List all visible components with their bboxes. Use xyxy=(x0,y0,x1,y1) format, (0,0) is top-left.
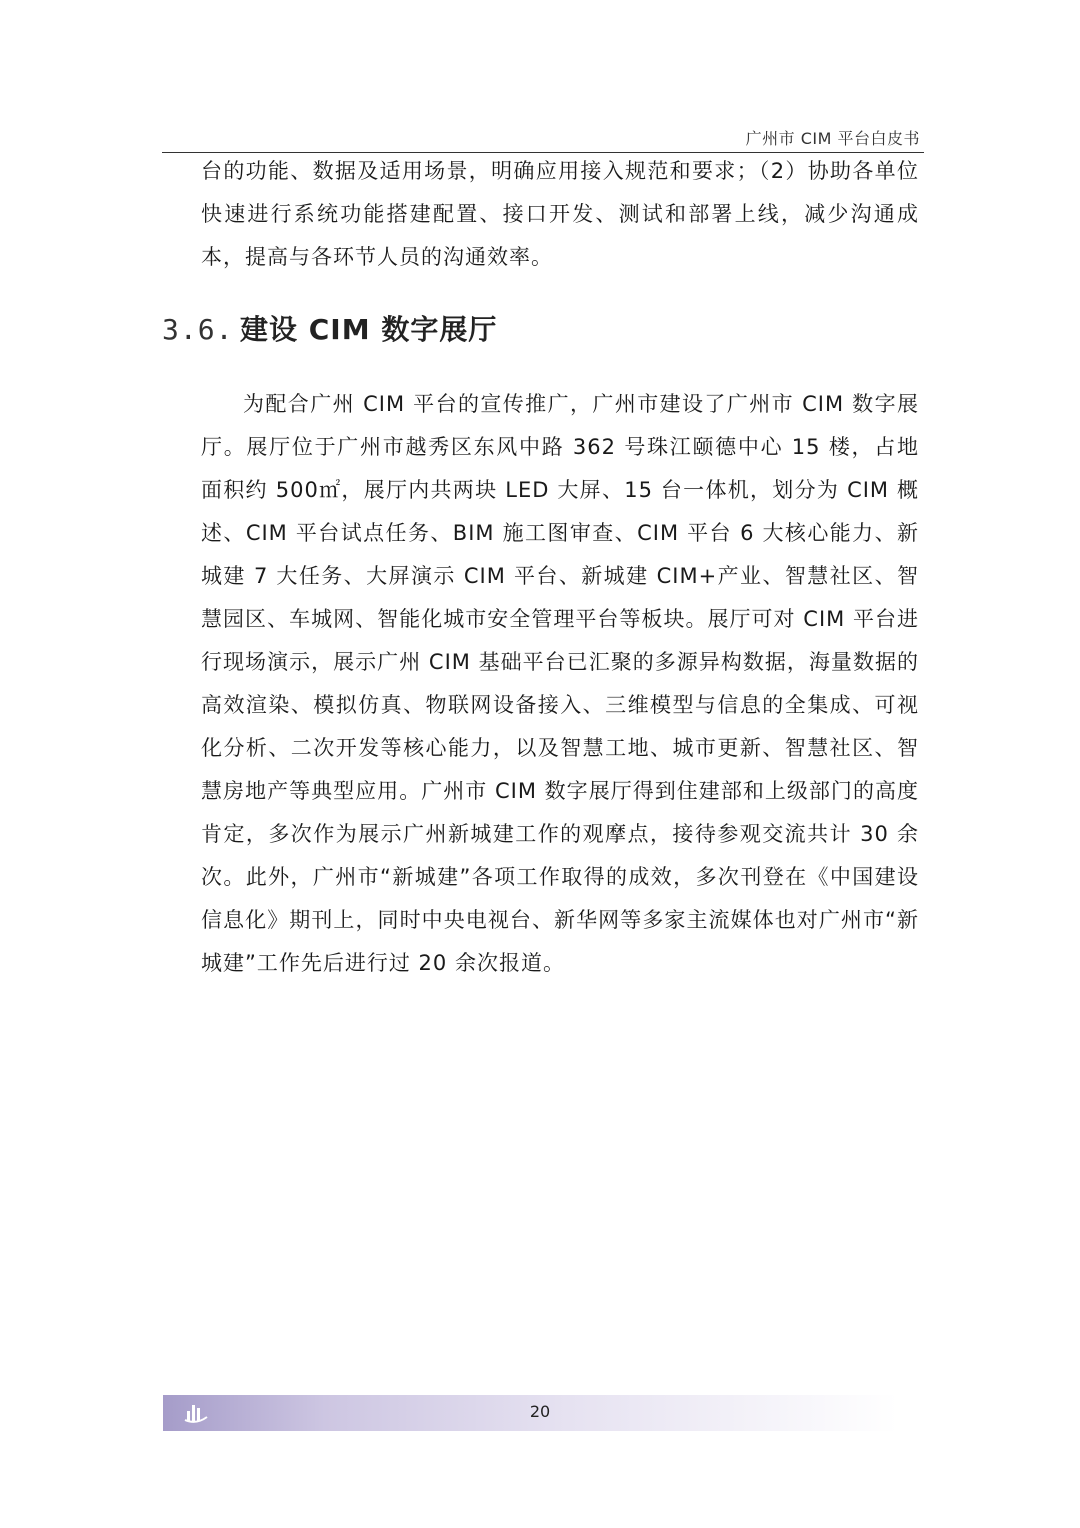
section-paragraph: 为配合广州 CIM 平台的宣传推广，广州市建设了广州市 CIM 数字展厅。展厅位于广州市越秀区东风中路 362 号珠江颐德中心 15 楼，占地面积约 500㎡，展厅内共两块 LED 大屏、15 台一体机，划分为 CIM 概述、CIM 平台试点任务、BIM 施工图审查、CIM 平台 6 大核心能力、新城建 7 大任务、大屏演示 CIM 平台、新城建 CIM+产业、智慧社区、智慧园区、车城网、智能化城市安全管理平台等板块。展厅可对 CIM 平台进行现场演示，展示广州 CIM 基础平台已汇聚的多源异构数据，海量数据的高效渲染、模拟仿真、物联网设备接入、三维模型与信息的全集成、可视化分析、二次开发等核心能力，以及智慧工地、城市更新、智慧社区、智慧房地产等典型应用。广州市 CIM 数字展厅得到住建部和上级部门的高度肯定，多次作为展示广州新城建工作的观摩点，接待参观交流共计 30 余次。此外，广州市“新城建”各项工作取得的成效，多次刊登在《中国建设信息化》期刊上，同时中央电视台、新华网等多家主流媒体也对广州市“新城建”工作先后进行过 20 余次报道。 xyxy=(201,392,919,975)
section-title: 建设 CIM 数字展厅 xyxy=(240,313,498,346)
building-logo-icon xyxy=(184,1402,208,1424)
section-heading xyxy=(162,308,497,348)
running-header-title: 广州市 CIM 平台白皮书 xyxy=(745,129,920,148)
section-number: 3.6. xyxy=(162,313,234,346)
page-number: 20 xyxy=(529,1402,551,1421)
continued-paragraph: 台的功能、数据及适用场景，明确应用接入规范和要求；（2）协助各单位快速进行系统功能搭建配置、接口开发、测试和部署上线，减少沟通成本，提高与各环节人员的沟通效率。 xyxy=(201,159,919,269)
running-header xyxy=(162,124,924,153)
